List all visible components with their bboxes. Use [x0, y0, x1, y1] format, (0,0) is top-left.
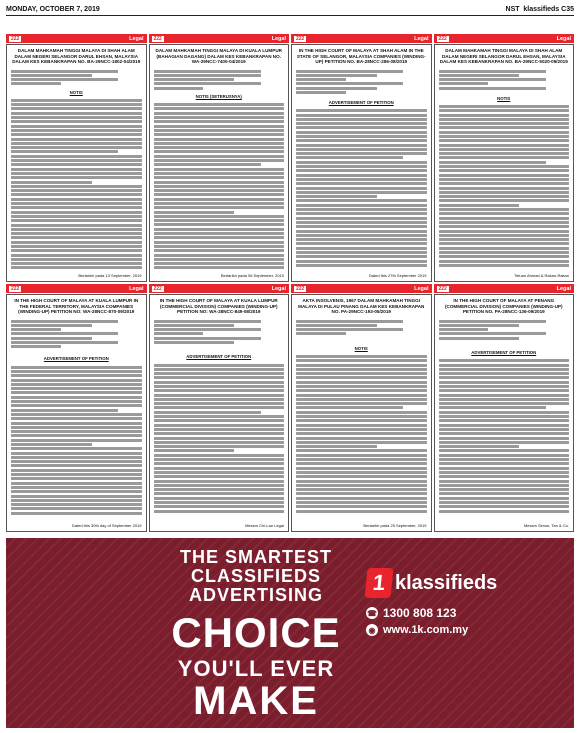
- promo-line: YOU'LL EVER: [177, 656, 335, 681]
- notice-signature: Tetuan Ahmad & Rakan-Rakan: [514, 272, 569, 278]
- legal-notice[interactable]: [149, 44, 290, 282]
- notice-heading: AKTA INSOLVENSI, 1967 DALAM MAHKAMAH TINGGI MALAYA DI PULAU PINANG DALAM KES KEBANKRAPAN NO. PA-29NCC-193-05/2019: [298, 298, 425, 315]
- notice-heading: IN THE HIGH COURT OF MALAYA AT SHAH ALAM IN THE STATE OF SELANGOR, MALAYSIA COMPANIES (WINDING-UP) PETITION NO. BA-28NCC-286-08/2019: [296, 48, 426, 65]
- category-label: Legal: [271, 35, 286, 42]
- legal-notice[interactable]: [6, 294, 147, 532]
- category-strip[interactable]: [6, 34, 147, 43]
- notice-text: [150, 361, 289, 521]
- globe-icon: ◉: [366, 624, 378, 636]
- notice-text: [435, 357, 574, 521]
- notice-text: [292, 353, 431, 521]
- category-strip[interactable]: [291, 284, 432, 293]
- category-strip[interactable]: [149, 284, 290, 293]
- category-strip[interactable]: [6, 284, 147, 293]
- notice-heading: DALAM MAHKAMAH TINGGI MALAYA DI SHAH ALAM DALAM NEGERI SELANGOR DARUL EHSAN, MALAYSIA DALAM KES KEBANKRAPAN NO. BA-29NCC-1802-04/2019: [12, 48, 141, 65]
- website-url: www.1k.com.my: [383, 624, 469, 636]
- legal-notice[interactable]: [434, 294, 575, 532]
- notice-heading: DALAM MAHKAMAH TINGGI MALAYA DI KUALA LUMPUR (BAHAGIAN DAGANG) DALAM KES KEBANKRAPAN NO. WA-29NCC-7400-04/2019: [155, 48, 282, 65]
- category-code: 222: [153, 35, 162, 42]
- category-code: 222: [11, 35, 20, 42]
- category-strip[interactable]: [291, 34, 432, 43]
- notice-body: [435, 67, 574, 93]
- notice-signature: Bertarikh pada 06 September, 2019: [220, 272, 284, 278]
- legal-notice[interactable]: [149, 294, 290, 532]
- notice-section-title: NOTIS: [354, 345, 368, 351]
- notice-section-title: NOTIS: [497, 95, 511, 101]
- legal-notice[interactable]: [291, 44, 432, 282]
- notice-body: [150, 67, 289, 92]
- category-label: Legal: [414, 285, 429, 292]
- notice-body: [7, 317, 146, 354]
- notice-body: [292, 67, 431, 98]
- category-label: Legal: [271, 285, 286, 292]
- category-label: Legal: [556, 285, 571, 292]
- klassifieds-promo-banner[interactable]: [6, 538, 574, 728]
- category-label: Legal: [129, 35, 144, 42]
- notice-section-title: ADVERTISEMENT OF PETITION: [43, 356, 109, 362]
- promo-line: CLASSIFIEDS: [190, 566, 321, 586]
- category-strip-row-1: [6, 34, 574, 43]
- category-code: 222: [11, 285, 20, 292]
- page-brand: NST klassifieds C35: [505, 5, 574, 13]
- notice-section-title: NOTIS: [69, 89, 83, 95]
- phone-icon: ☎: [367, 608, 377, 618]
- promo-choice: CHOICE: [171, 609, 341, 656]
- phone-number: 1300 808 123: [383, 606, 457, 620]
- notice-text: [7, 97, 146, 271]
- category-label: Legal: [129, 285, 144, 292]
- page-date: MONDAY, OCTOBER 7, 2019: [6, 5, 100, 13]
- category-code: 222: [296, 285, 305, 292]
- notice-signature: Dated this 27th September 2019: [368, 272, 427, 278]
- category-label: Legal: [556, 35, 571, 42]
- notice-body: [435, 317, 574, 348]
- notice-body: [7, 67, 146, 87]
- ads-row-1: [6, 44, 574, 282]
- category-code: 222: [438, 35, 447, 42]
- page-header: [6, 4, 574, 16]
- notice-heading: IN THE HIGH COURT OF MALAYA AT PENANG (COMMERCIAL DIVISION) COMPANIES (WINDING-UP) PETITION NO. PA-28NCC-136-09/2019: [445, 298, 563, 315]
- notice-text: [150, 101, 289, 271]
- notice-section-title: ADVERTISEMENT OF PETITION: [186, 354, 252, 360]
- notice-heading: IN THE HIGH COURT OF MALAYA AT KUALA LUMPUR (COMMERCIAL DIVISION) COMPANIES (WINDING-UP) PETITION NO: WA-28NCC-849-08/2019: [159, 298, 278, 315]
- notice-signature: Messrs Simon, Tan & Co.: [523, 522, 569, 528]
- notice-text: [7, 363, 146, 520]
- notice-text: [292, 107, 431, 271]
- notice-section-title: ADVERTISEMENT OF PETITION: [471, 349, 537, 355]
- klassifieds-logo[interactable]: [366, 568, 566, 598]
- legal-notice[interactable]: [291, 294, 432, 532]
- notice-signature: Bertarikh pada 25 September, 2019: [363, 522, 427, 528]
- promo-make: MAKE: [193, 679, 319, 723]
- notice-body: [150, 317, 289, 352]
- notice-signature: Dated this 30th day of September 2019: [71, 522, 142, 528]
- category-strip[interactable]: [434, 34, 575, 43]
- brand-word: klassifieds: [395, 571, 498, 594]
- notice-heading: DALAM MAHKAMAH TINGGI MALAYA DI SHAH ALAM DALAM NEGERI SELANGOR DARUL EHSAN, MALAYSIA DALAM KES KEBANKRAPAN NO. BA-29NCC-5020-09/2019: [439, 48, 568, 65]
- category-label: Legal: [414, 35, 429, 42]
- notice-section-title: ADVERTISEMENT OF PETITION: [328, 99, 394, 105]
- notice-heading: IN THE HIGH COURT OF MALAYA AT KUALA LUMPUR IN THE FEDERAL TERRITORY, MALAYSIA COMPANIES (WINDING-UP) PETITION NO: WA-28NCC-870-09/2019: [14, 298, 139, 315]
- notice-signature: Bertarikh pada 13 September, 2019: [78, 272, 142, 278]
- category-strip[interactable]: [149, 34, 290, 43]
- category-code: 222: [296, 35, 305, 42]
- promo-website[interactable]: [366, 624, 566, 636]
- brand-badge: 1: [364, 568, 393, 598]
- category-code: 222: [153, 285, 162, 292]
- notice-text: [435, 103, 574, 271]
- category-strip-row-2: [6, 284, 574, 293]
- notice-body: [292, 317, 431, 343]
- promo-slogan: [156, 548, 356, 721]
- legal-notice[interactable]: [6, 44, 147, 282]
- promo-line: THE SMARTEST: [179, 547, 332, 567]
- promo-phone[interactable]: [366, 606, 566, 620]
- category-strip[interactable]: [434, 284, 575, 293]
- notice-signature: Messrs Chi-Lan Legal: [245, 522, 284, 528]
- notice-section-title: NOTIS (SETERUSNYA): [195, 93, 242, 99]
- promo-line: ADVERTISING: [188, 585, 323, 605]
- promo-contact-block: [366, 568, 566, 636]
- ads-row-2: [6, 294, 574, 532]
- category-code: 222: [438, 285, 447, 292]
- legal-notice[interactable]: [434, 44, 575, 282]
